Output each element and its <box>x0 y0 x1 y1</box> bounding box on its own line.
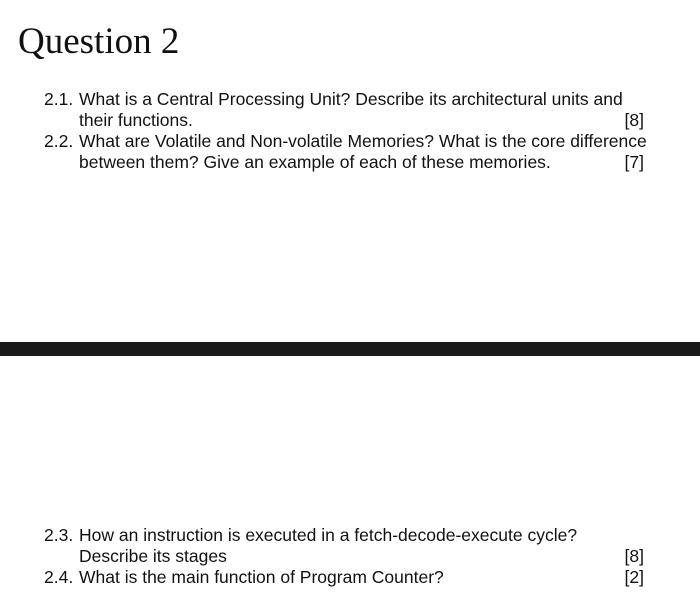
question-marks: [2] <box>624 567 644 587</box>
question-number: 2.4. <box>44 567 74 587</box>
question-text-line: What are Volatile and Non-volatile Memories? What is the core difference <box>79 131 647 151</box>
question-text-line: between them? Give an example of each of these memories. <box>79 152 551 172</box>
question-marks: [8] <box>624 546 644 566</box>
question-text-line: What is the main function of Program Counter? <box>79 567 444 587</box>
question-number: 2.2. <box>44 131 74 151</box>
question-text-line: their functions. <box>79 110 193 130</box>
question-number: 2.1. <box>44 89 74 109</box>
question-marks: [7] <box>624 152 644 172</box>
question-text-line: How an instruction is executed in a fetch-decode-execute cycle? <box>79 525 578 545</box>
question-number: 2.3. <box>44 525 74 545</box>
question-heading: Question 2 <box>18 21 180 62</box>
question-text-line: Describe its stages <box>79 546 227 566</box>
question-text-line: What is a Central Processing Unit? Describe its architectural units and <box>79 89 623 109</box>
page-divider <box>0 342 700 356</box>
question-marks: [8] <box>624 110 644 130</box>
